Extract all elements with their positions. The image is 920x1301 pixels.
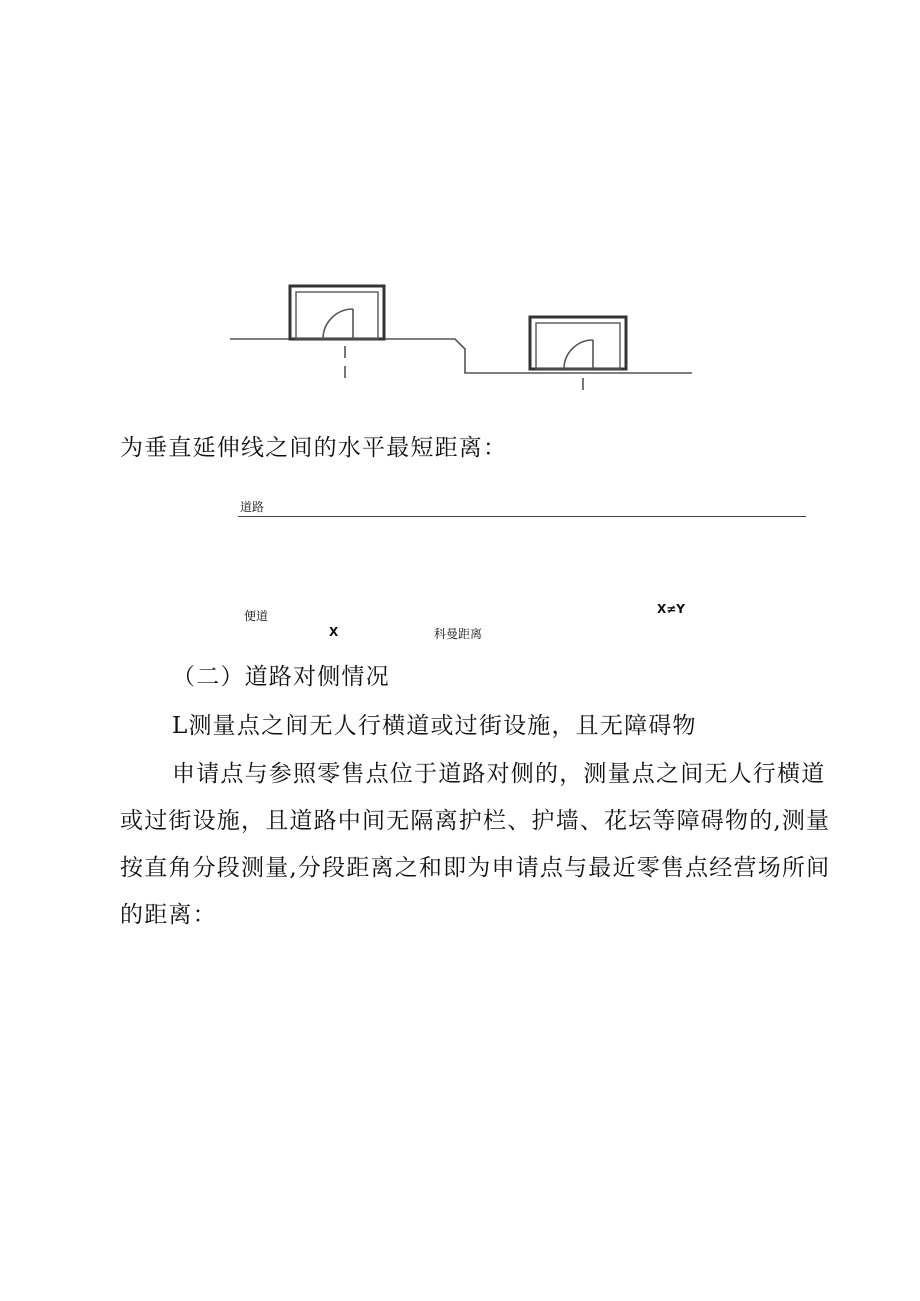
building-1-inner (296, 292, 378, 339)
sub-heading: L测量点之间无人行横道或过街设施，且无障碍物 (172, 713, 697, 739)
building-step-diagram (0, 0, 920, 400)
building-2-door-arc (564, 340, 593, 369)
building-2-outer (530, 317, 626, 369)
distance-label: 科曼距离 (434, 627, 483, 641)
road-line (238, 516, 806, 517)
building-1-door-arc (323, 309, 353, 339)
road-label: 道路 (240, 500, 265, 514)
section-heading: （二）道路对侧情况 (172, 664, 390, 690)
building-2-inner (536, 323, 620, 369)
paragraph-line-3: 按直角分段测量,分段距离之和即为申请点与最近零售点经营场所间 (120, 855, 831, 881)
sidewalk-label: 便道 (244, 609, 269, 623)
paragraph-line-1: 申请点与参照零售点位于道路对侧的，测量点之间无人行横道 (172, 761, 826, 787)
building-1-outer (290, 286, 384, 339)
diagram-caption: 为垂直延伸线之间的水平最短距离： (120, 435, 508, 461)
paragraph-line-4: 的距离： (120, 902, 217, 928)
x-not-equal-y-label: X≠Y (657, 602, 685, 616)
x-label: X (329, 625, 339, 639)
paragraph-line-2: 或过街设施，且道路中间无隔离护栏、护墙、花坛等障碍物的,测量 (120, 808, 831, 834)
